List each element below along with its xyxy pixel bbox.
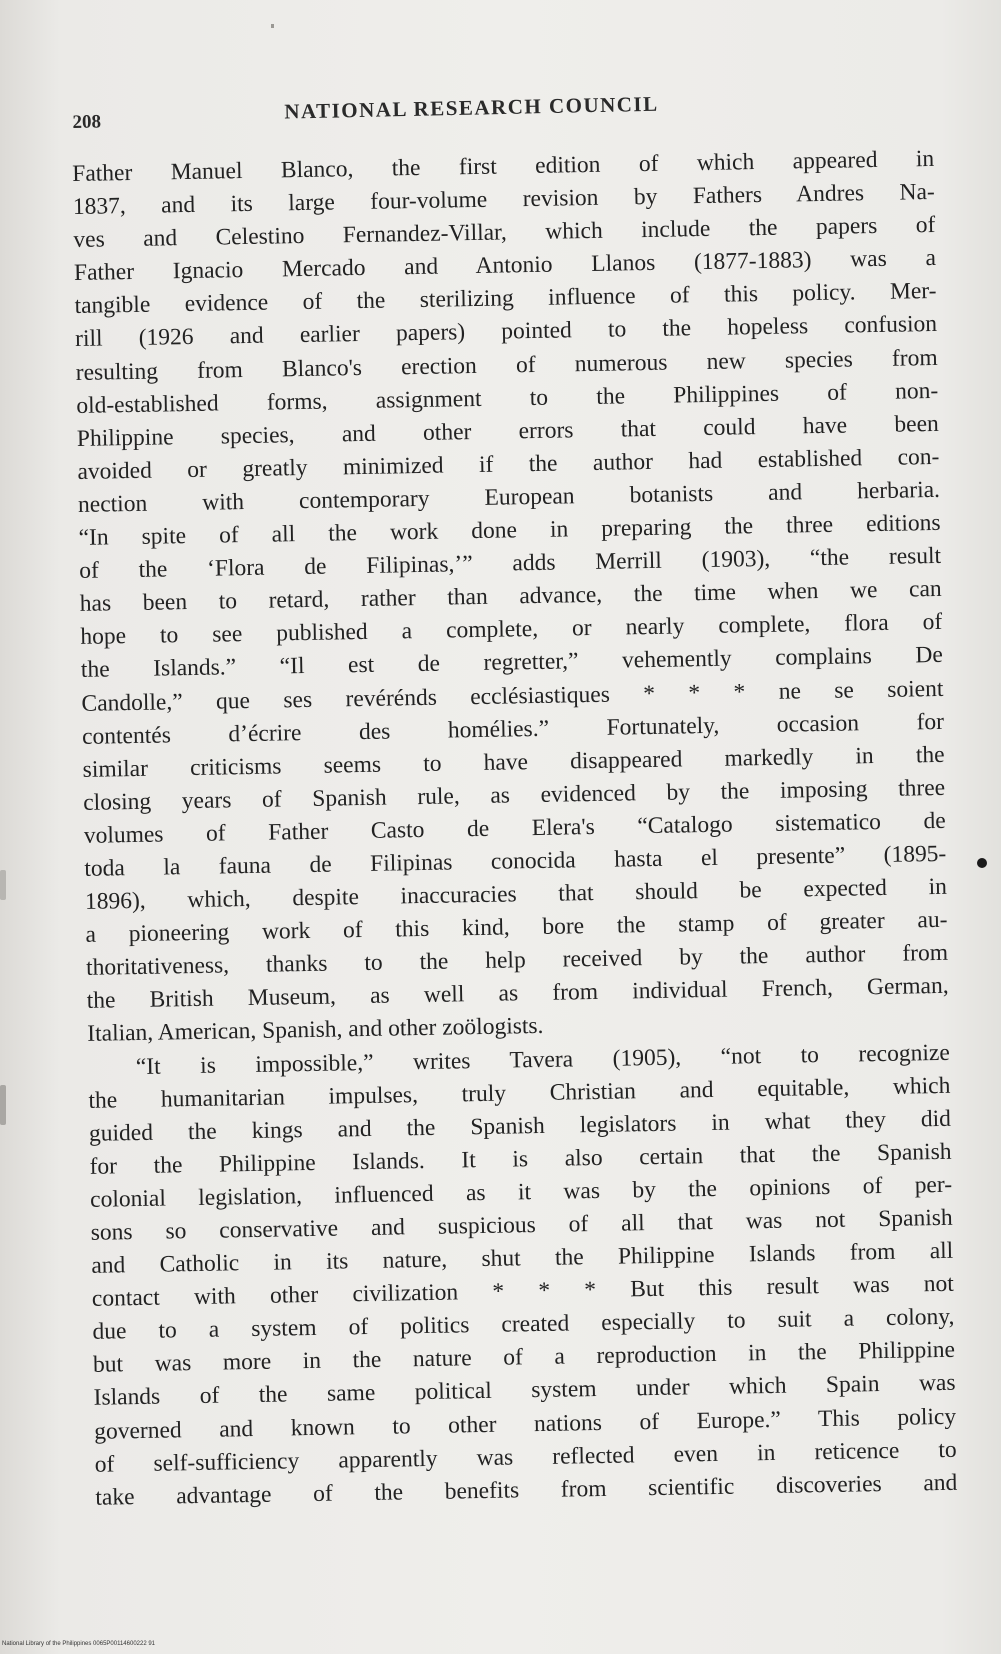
text-line: take advantage of the benefits from scientific discoveries and [95, 1469, 958, 1511]
text-line: guided the kings and the Spanish legislators in what they did [88, 1105, 952, 1147]
text-line: rill (1926 and earlier papers) pointed to the hopeless confusion [74, 311, 938, 353]
edge-mark [0, 1085, 6, 1125]
text-line: of the ‘Flora de Filipinas,’” adds Merrill (1903), “the result [78, 543, 942, 585]
text-line: volumes of Father Casto de Elera's “Catalogo sistematico de [83, 807, 946, 849]
scan-speck [271, 24, 274, 28]
text-line: governed and known to other nations of Europe.” This policy [93, 1403, 957, 1445]
text-line: contact with other civilization * * * But this result was not [91, 1270, 955, 1313]
text-line: resulting from Blanco's erection of numerous new species from [75, 344, 938, 386]
text-line: contentés d’écrire des homélies.” Fortunately, occasion for [81, 708, 945, 750]
edge-mark [0, 870, 6, 900]
text-line: for the Philippine Islands. It is also certain that the Spanish [89, 1138, 952, 1180]
page-number: 208 [72, 111, 102, 133]
text-line: Candolle,” que ses revérénds ecclésiastiques * * * ne se soient [81, 675, 944, 717]
text-line: has been to retard, rather than advance, the time when we can [79, 576, 942, 618]
text-line: Father Manuel Blanco, the first edition of which appeared in [72, 145, 935, 187]
text-line: nection with contemporary European botanists and herbaria. [77, 476, 941, 518]
page-header [72, 80, 933, 138]
body-text [72, 143, 958, 1515]
text-line: sons so conservative and suspicious of all that was not Spanish [90, 1204, 953, 1246]
text-line: Italian, American, Spanish, and other zoölogists. [87, 1013, 544, 1048]
text-line: “In spite of all the work done in preparing the three editions [78, 509, 941, 551]
text-line: Father Ignacio Mercado and Antonio Llanos (1877-1883) was a [73, 245, 937, 287]
text-line: the humanitarian impulses, truly Christian and equitable, which [88, 1072, 951, 1114]
text-line: colonial legislation, influenced as it was by the opinions of per- [89, 1171, 953, 1213]
text-line: the Islands.” “Il est de regretter,” vehemently complains De [80, 642, 944, 684]
text-line: due to a system of politics created especially to suit a colony, [92, 1304, 955, 1346]
text-line: but was more in the nature of a reproduction in the Philippine [92, 1337, 956, 1379]
text-line: of self-sufficiency apparently was reflected even in reticence to [94, 1436, 957, 1478]
text-line: hope to see published a complete, or nearly complete, flora of [80, 609, 943, 651]
text-line: avoided or greatly minimized if the author had established con- [77, 443, 940, 485]
text-line: “It is impossible,” writes Tavera (1905), “not to recognize [135, 1039, 950, 1080]
text-line: ves and Celestino Fernandez-Villar, which include the papers of [73, 212, 936, 254]
text-line: similar criticisms seems to have disappeared markedly in the [82, 741, 945, 783]
scan-footer-caption: National Library of the Philippines 0065P00114600222 91 [2, 1641, 156, 1647]
text-line: 1896), which, despite inaccuracies that should be expected in [84, 873, 948, 915]
text-line: closing years of Spanish rule, as evidenced by the imposing three [83, 774, 946, 816]
running-head: NATIONAL RESEARCH COUNCIL [284, 91, 659, 124]
text-line: old-established forms, assignment to the Philippines of non- [76, 377, 939, 419]
text-line: thoritativeness, thanks to the help received by the author from [85, 940, 949, 982]
text-line: toda la fauna de Filipinas conocida hasta el presente” (1895- [84, 840, 947, 882]
text-line: a pioneering work of this kind, bore the stamp of greater au- [85, 906, 948, 949]
text-line: tangible evidence of the sterilizing influence of this policy. Mer- [74, 278, 937, 320]
text-line: the British Museum, as well as from individual French, German, [86, 973, 949, 1015]
margin-dot [977, 858, 987, 868]
text-line: 1837, and its large four-volume revision by Fathers Andres Na- [72, 179, 935, 221]
text-line: Islands of the same political system under which Spain was [93, 1370, 956, 1412]
text-line: Philippine species, and other errors that could have been [76, 410, 939, 452]
text-line: and Catholic in its nature, shut the Philippine Islands from all [91, 1237, 954, 1279]
